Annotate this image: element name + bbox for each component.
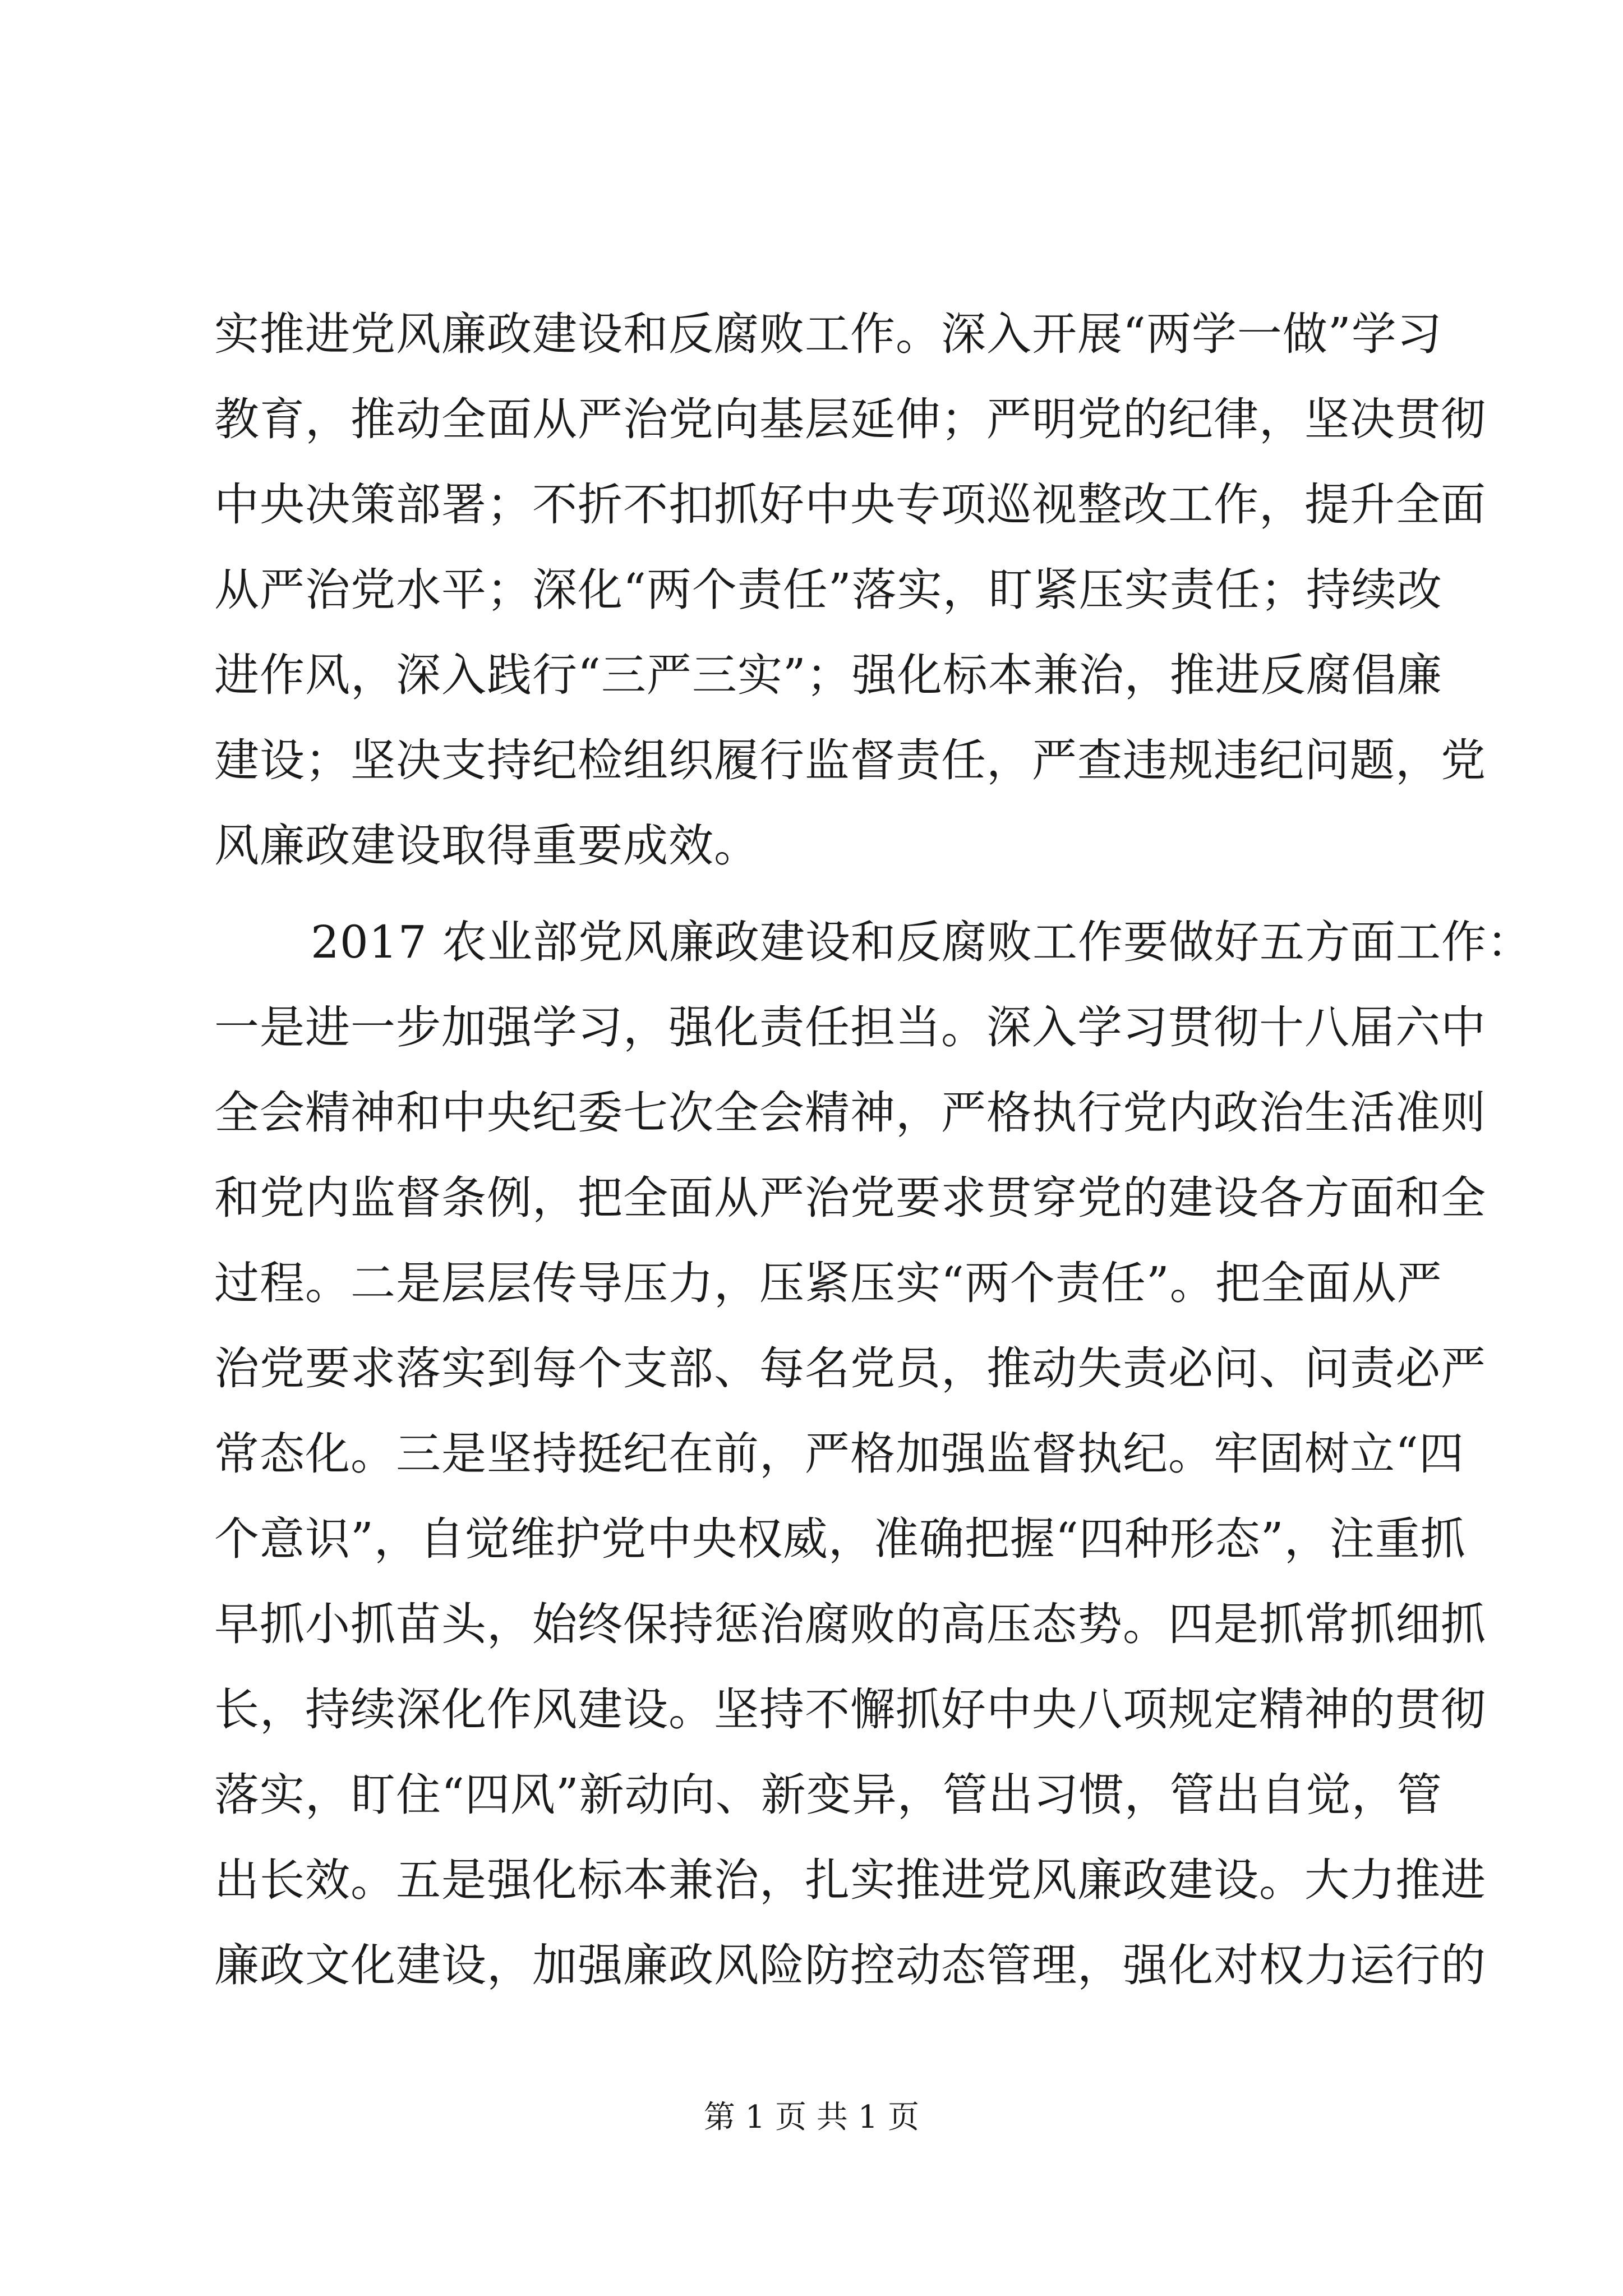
- text-line: 进作风，深入践行“三严三实”；强化标本兼治，推进反腐倡廉: [214, 649, 1442, 701]
- text-line: 早抓小抓苗头，始终保持惩治腐败的高压态势。四是抓常抓细抓: [214, 1598, 1486, 1650]
- text-line: 治党要求落实到每个支部、每名党员，推动失责必问、问责必严: [214, 1342, 1486, 1395]
- text-line: 个意识”，自觉维护党中央权威，准确把握“四种形态”，注重抓: [214, 1513, 1466, 1565]
- text-line: 落实，盯住“四风”新动向、新变异，管出习惯，管出自觉，管: [214, 1769, 1442, 1821]
- paragraph-gap: [214, 889, 1414, 900]
- text-line: 过程。二是层层传导压力，压紧压实“两个责任”。把全面从严: [214, 1257, 1442, 1309]
- text-line: 从严治党水平；深化“两个责任”落实，盯紧压实责任；持续改: [214, 564, 1442, 616]
- text-line: 中央决策部署；不折不扣抓好中央专项巡视整改工作，提升全面: [214, 478, 1486, 531]
- text-line: 2017 农业部党风廉政建设和反腐败工作要做好五方面工作：: [311, 916, 1533, 968]
- document-body: [214, 292, 1533, 2008]
- text-line: 全会精神和中央纪委七次全会精神，严格执行党内政治生活准则: [214, 1087, 1486, 1139]
- paragraph-1: [214, 292, 1486, 889]
- text-line: 常态化。三是坚持挺纪在前，严格加强监督执纪。牢固树立“四: [214, 1428, 1464, 1480]
- text-line: 教育，推动全面从严治党向基层延伸；严明党的纪律，坚决贯彻: [214, 393, 1486, 445]
- text-line: 实推进党风廉政建设和反腐败工作。深入开展“两学一做”学习: [214, 308, 1442, 360]
- text-line: 建设；坚决支持纪检组织履行监督责任，严查违规违纪问题，党: [214, 734, 1486, 786]
- text-line: 廉政文化建设，加强廉政风险防控动态管理，强化对权力运行的: [214, 1939, 1486, 1991]
- text-line: 风廉政建设取得重要成效。: [214, 820, 759, 872]
- page-number-footer: 第 1 页 共 1 页: [703, 2099, 920, 2136]
- text-line: 出长效。五是强化标本兼治，扎实推进党风廉政建设。大力推进: [214, 1854, 1486, 1906]
- text-line: 和党内监督条例，把全面从严治党要求贯穿党的建设各方面和全: [214, 1172, 1486, 1224]
- paragraph-2: [214, 900, 1533, 2008]
- text-line: 一是进一步加强学习，强化责任担当。深入学习贯彻十八届六中: [214, 1001, 1486, 1053]
- text-line: 长，持续深化作风建设。坚持不懈抓好中央八项规定精神的贯彻: [214, 1683, 1486, 1736]
